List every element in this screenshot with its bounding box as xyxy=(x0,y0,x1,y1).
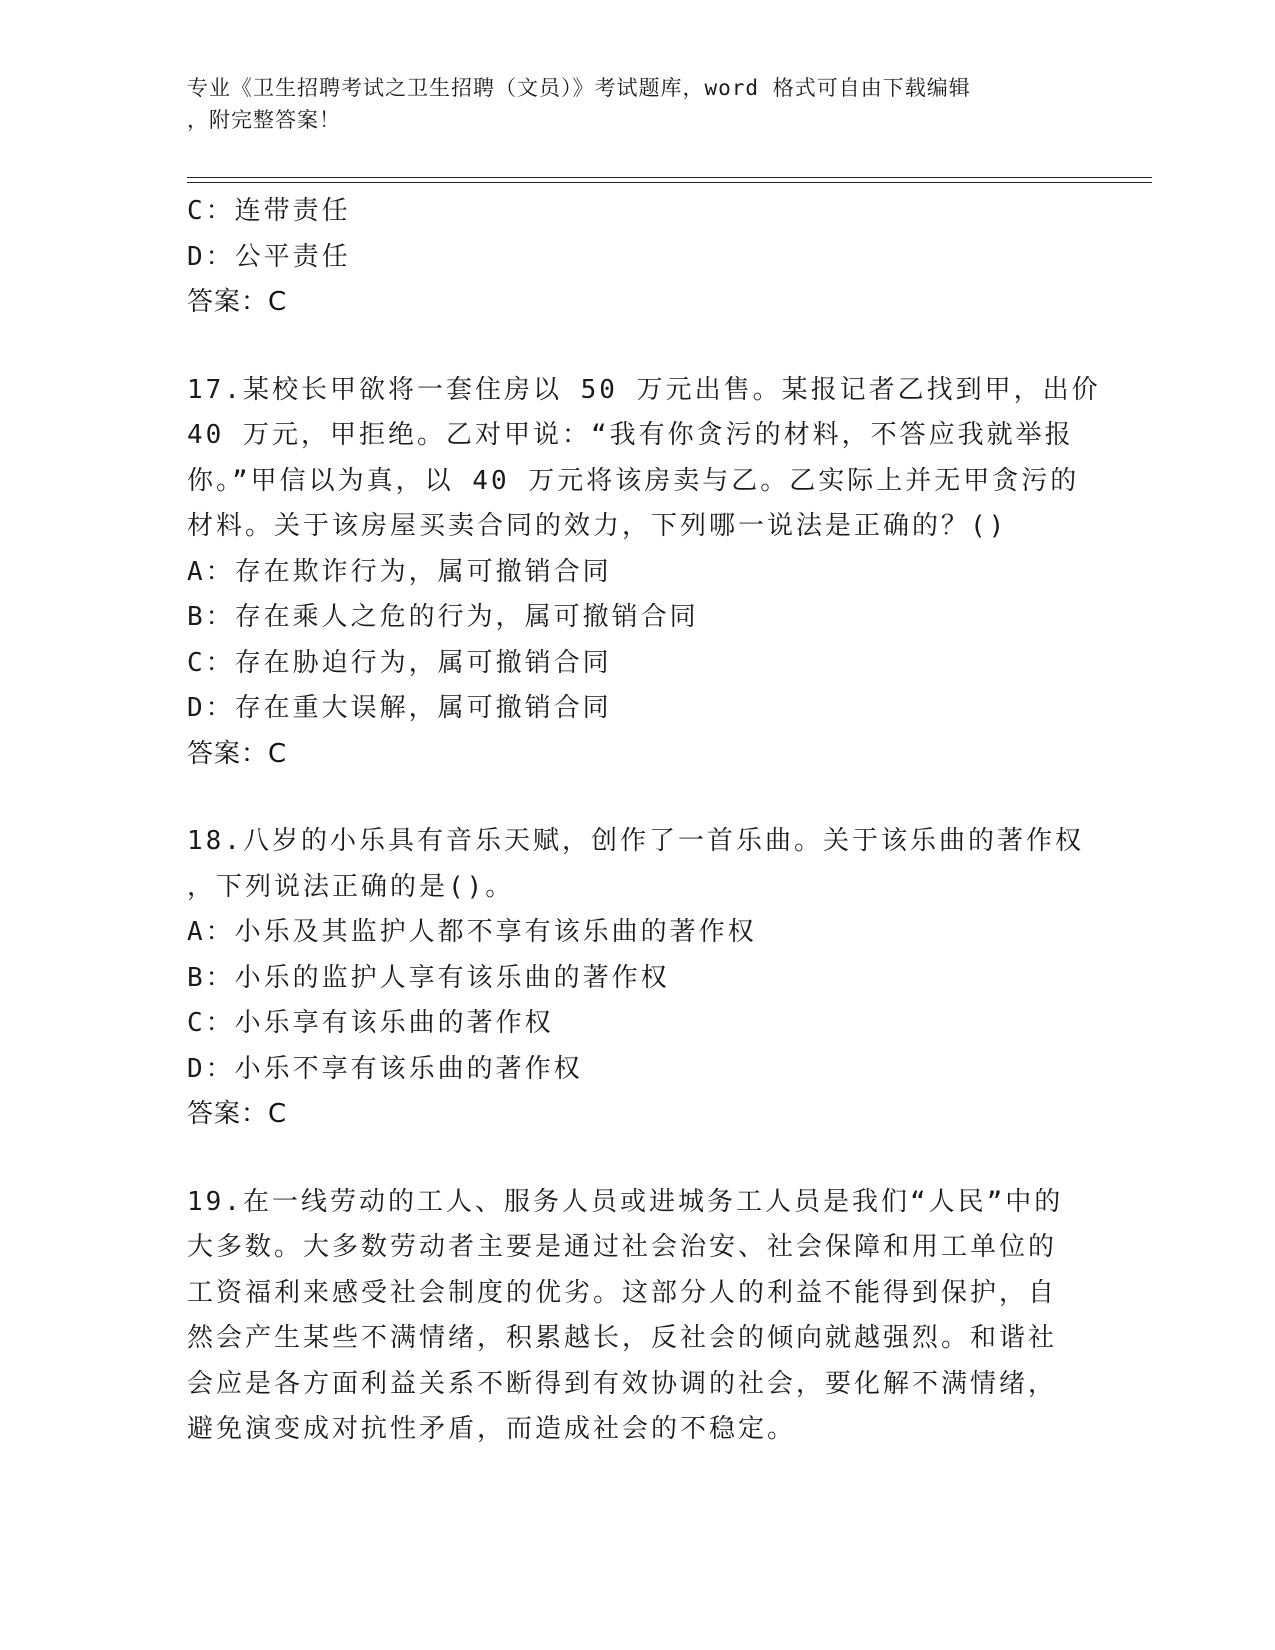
question-stem xyxy=(187,1180,1087,1453)
previous-question-block xyxy=(187,189,1087,326)
question-19 xyxy=(187,1180,1087,1453)
stem-line: 材料。关于该房屋买卖合同的效力，下列哪一说法是正确的？() xyxy=(187,511,1008,541)
stem-line: 19.在一线劳动的工人、服务人员或进城务工人员是我们“人民”中的 xyxy=(187,1186,1064,1217)
header-divider-bottom xyxy=(187,182,1152,183)
stem-line: 避免演变成对抗性矛盾，而造成社会的不稳定。 xyxy=(187,1414,797,1444)
answer-line: 答案：C xyxy=(187,287,288,317)
stem-line: 18.八岁的小乐具有音乐天赋，创作了一首乐曲。关于该乐曲的著作权 xyxy=(187,826,1084,856)
option-d: D：公平责任 xyxy=(187,241,351,272)
stem-line: 17.某校长甲欲将一套住房以 50 万元出售。某报记者乙找到甲，出价 xyxy=(187,374,1101,405)
header-title-line-1: 专业《卫生招聘考试之卫生招聘（文员）》考试题库，word 格式可自由下载编辑 xyxy=(187,76,971,100)
stem-line: 大多数。大多数劳动者主要是通过社会治安、社会保障和用工单位的 xyxy=(187,1232,1058,1262)
stem-line: 会应是各方面利益关系不断得到有效协调的社会，要化解不满情绪， xyxy=(187,1368,1058,1399)
option-a: A：小乐及其监护人都不享有该乐曲的著作权 xyxy=(187,917,757,947)
option-c: C：连带责任 xyxy=(187,196,351,226)
stem-line: 40 万元，甲拒绝。乙对甲说：“我有你贪污的材料，不答应我就举报 xyxy=(187,420,1074,450)
stem-line: 然会产生某些不满情绪，积累越长，反社会的倾向就越强烈。和谐社 xyxy=(187,1323,1058,1353)
question-stem xyxy=(187,819,1087,910)
question-stem xyxy=(187,368,1101,550)
question-content xyxy=(187,189,1101,1453)
option-d: D：存在重大误解，属可撤销合同 xyxy=(187,693,612,723)
question-17 xyxy=(187,368,1101,778)
stem-line: ，下列说法正确的是()。 xyxy=(187,871,515,902)
answer-line: 答案：C xyxy=(187,738,288,769)
option-b: B：存在乘人之危的行为，属可撤销合同 xyxy=(187,602,699,632)
option-d: D：小乐不享有该乐曲的著作权 xyxy=(187,1053,583,1084)
page-header xyxy=(187,72,1067,136)
stem-line: 工资福利来感受社会制度的优劣。这部分人的利益不能得到保护，自 xyxy=(187,1277,1058,1308)
question-18 xyxy=(187,819,1087,1138)
stem-line: 你。”甲信以为真，以 40 万元将该房卖与乙。乙实际上并无甲贪污的 xyxy=(187,465,1080,496)
header-divider-top xyxy=(187,177,1152,178)
option-c: C：小乐享有该乐曲的著作权 xyxy=(187,1008,554,1038)
header-title-line-2: ，附完整答案！ xyxy=(187,108,341,132)
option-a: A：存在欺诈行为，属可撤销合同 xyxy=(187,556,612,587)
option-b: B：小乐的监护人享有该乐曲的著作权 xyxy=(187,962,670,993)
option-c: C：存在胁迫行为，属可撤销合同 xyxy=(187,647,612,678)
answer-line: 答案：C xyxy=(187,1099,288,1129)
